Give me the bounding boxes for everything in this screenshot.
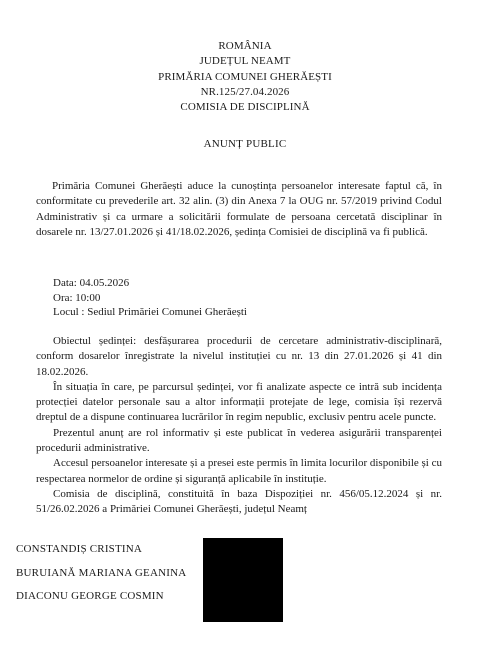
document-header xyxy=(0,39,490,115)
signatory-3: DIACONU GEORGE COSMIN xyxy=(16,590,164,602)
body-paragraph-informative: Prezentul anunț are rol informativ și este publicat în vederea asigurării transparenței procedurii administrative. xyxy=(36,426,442,455)
announcement-body xyxy=(36,334,442,518)
meeting-date: Data: 04.05.2026 xyxy=(53,277,130,289)
body-paragraph-access: Accesul persoanelor interesate și a presei este permis în limita locurilor disponibile și cu respectarea normelor de ordine și siguranță aplicabile în instituție. xyxy=(36,457,442,485)
signature-redaction-box xyxy=(203,538,283,622)
body-paragraph-commission: Comisia de disciplină, constituită în baza Dispoziției nr. 456/05.12.2024 și nr. 51/26.02.2026 a Primăriei Comunei Gherăești, județul Neamț xyxy=(36,487,442,516)
header-registration-number: NR.125/27.04.2026 xyxy=(200,85,290,98)
signatory-1: CONSTANDIȘ CRISTINA xyxy=(16,543,143,555)
body-paragraph-object: Obiectul ședinței: desfășurarea procedurii de cercetare administrativ-disciplinară, conform dosarelor înregistrate la nivelul instituției cu nr. 13 din 27.01.2026 și 41 din 18.02.2026. xyxy=(36,335,442,378)
header-institution: PRIMĂRIA COMUNEI GHERĂEȘTI xyxy=(158,70,332,83)
intro-paragraph: Primăria Comunei Gherăești aduce la cunoștința persoanelor interesate faptul că, în conformitate cu prevederile art. 32 alin. (3) din Anexa 7 la OUG nr. 57/2019 privind Codul Administrativ și ca urmare a solicitării formulate de persoana cercetată disciplinar în dosarele nr. 13/27.01.2026 și 41/18.02.2026, ședința Comisiei de disciplină va fi publică. xyxy=(36,180,442,238)
signatory-2: BURUIANĂ MARIANA GEANINA xyxy=(16,567,187,579)
document-title: ANUNȚ PUBLIC xyxy=(203,138,287,150)
meeting-place: Locul : Sediul Primăriei Comunei Gherăești xyxy=(53,306,247,319)
header-commission: COMISIA DE DISCIPLINĂ xyxy=(180,101,310,114)
header-country: ROMÂNIA xyxy=(218,40,272,52)
header-county: JUDEȚUL NEAMT xyxy=(199,55,291,68)
body-paragraph-data-protection: În situația în care, pe parcursul ședinței, vor fi analizate aspecte ce intră sub incidența protecției datelor personale sau a altor informații protejate de lege, comisia își rezervă dreptul de a dispune continuarea lucrărilor în regim nepublic, exclusiv pentru acele puncte. xyxy=(36,380,442,424)
meeting-details xyxy=(53,276,247,320)
meeting-time: Ora: 10:00 xyxy=(53,291,101,304)
